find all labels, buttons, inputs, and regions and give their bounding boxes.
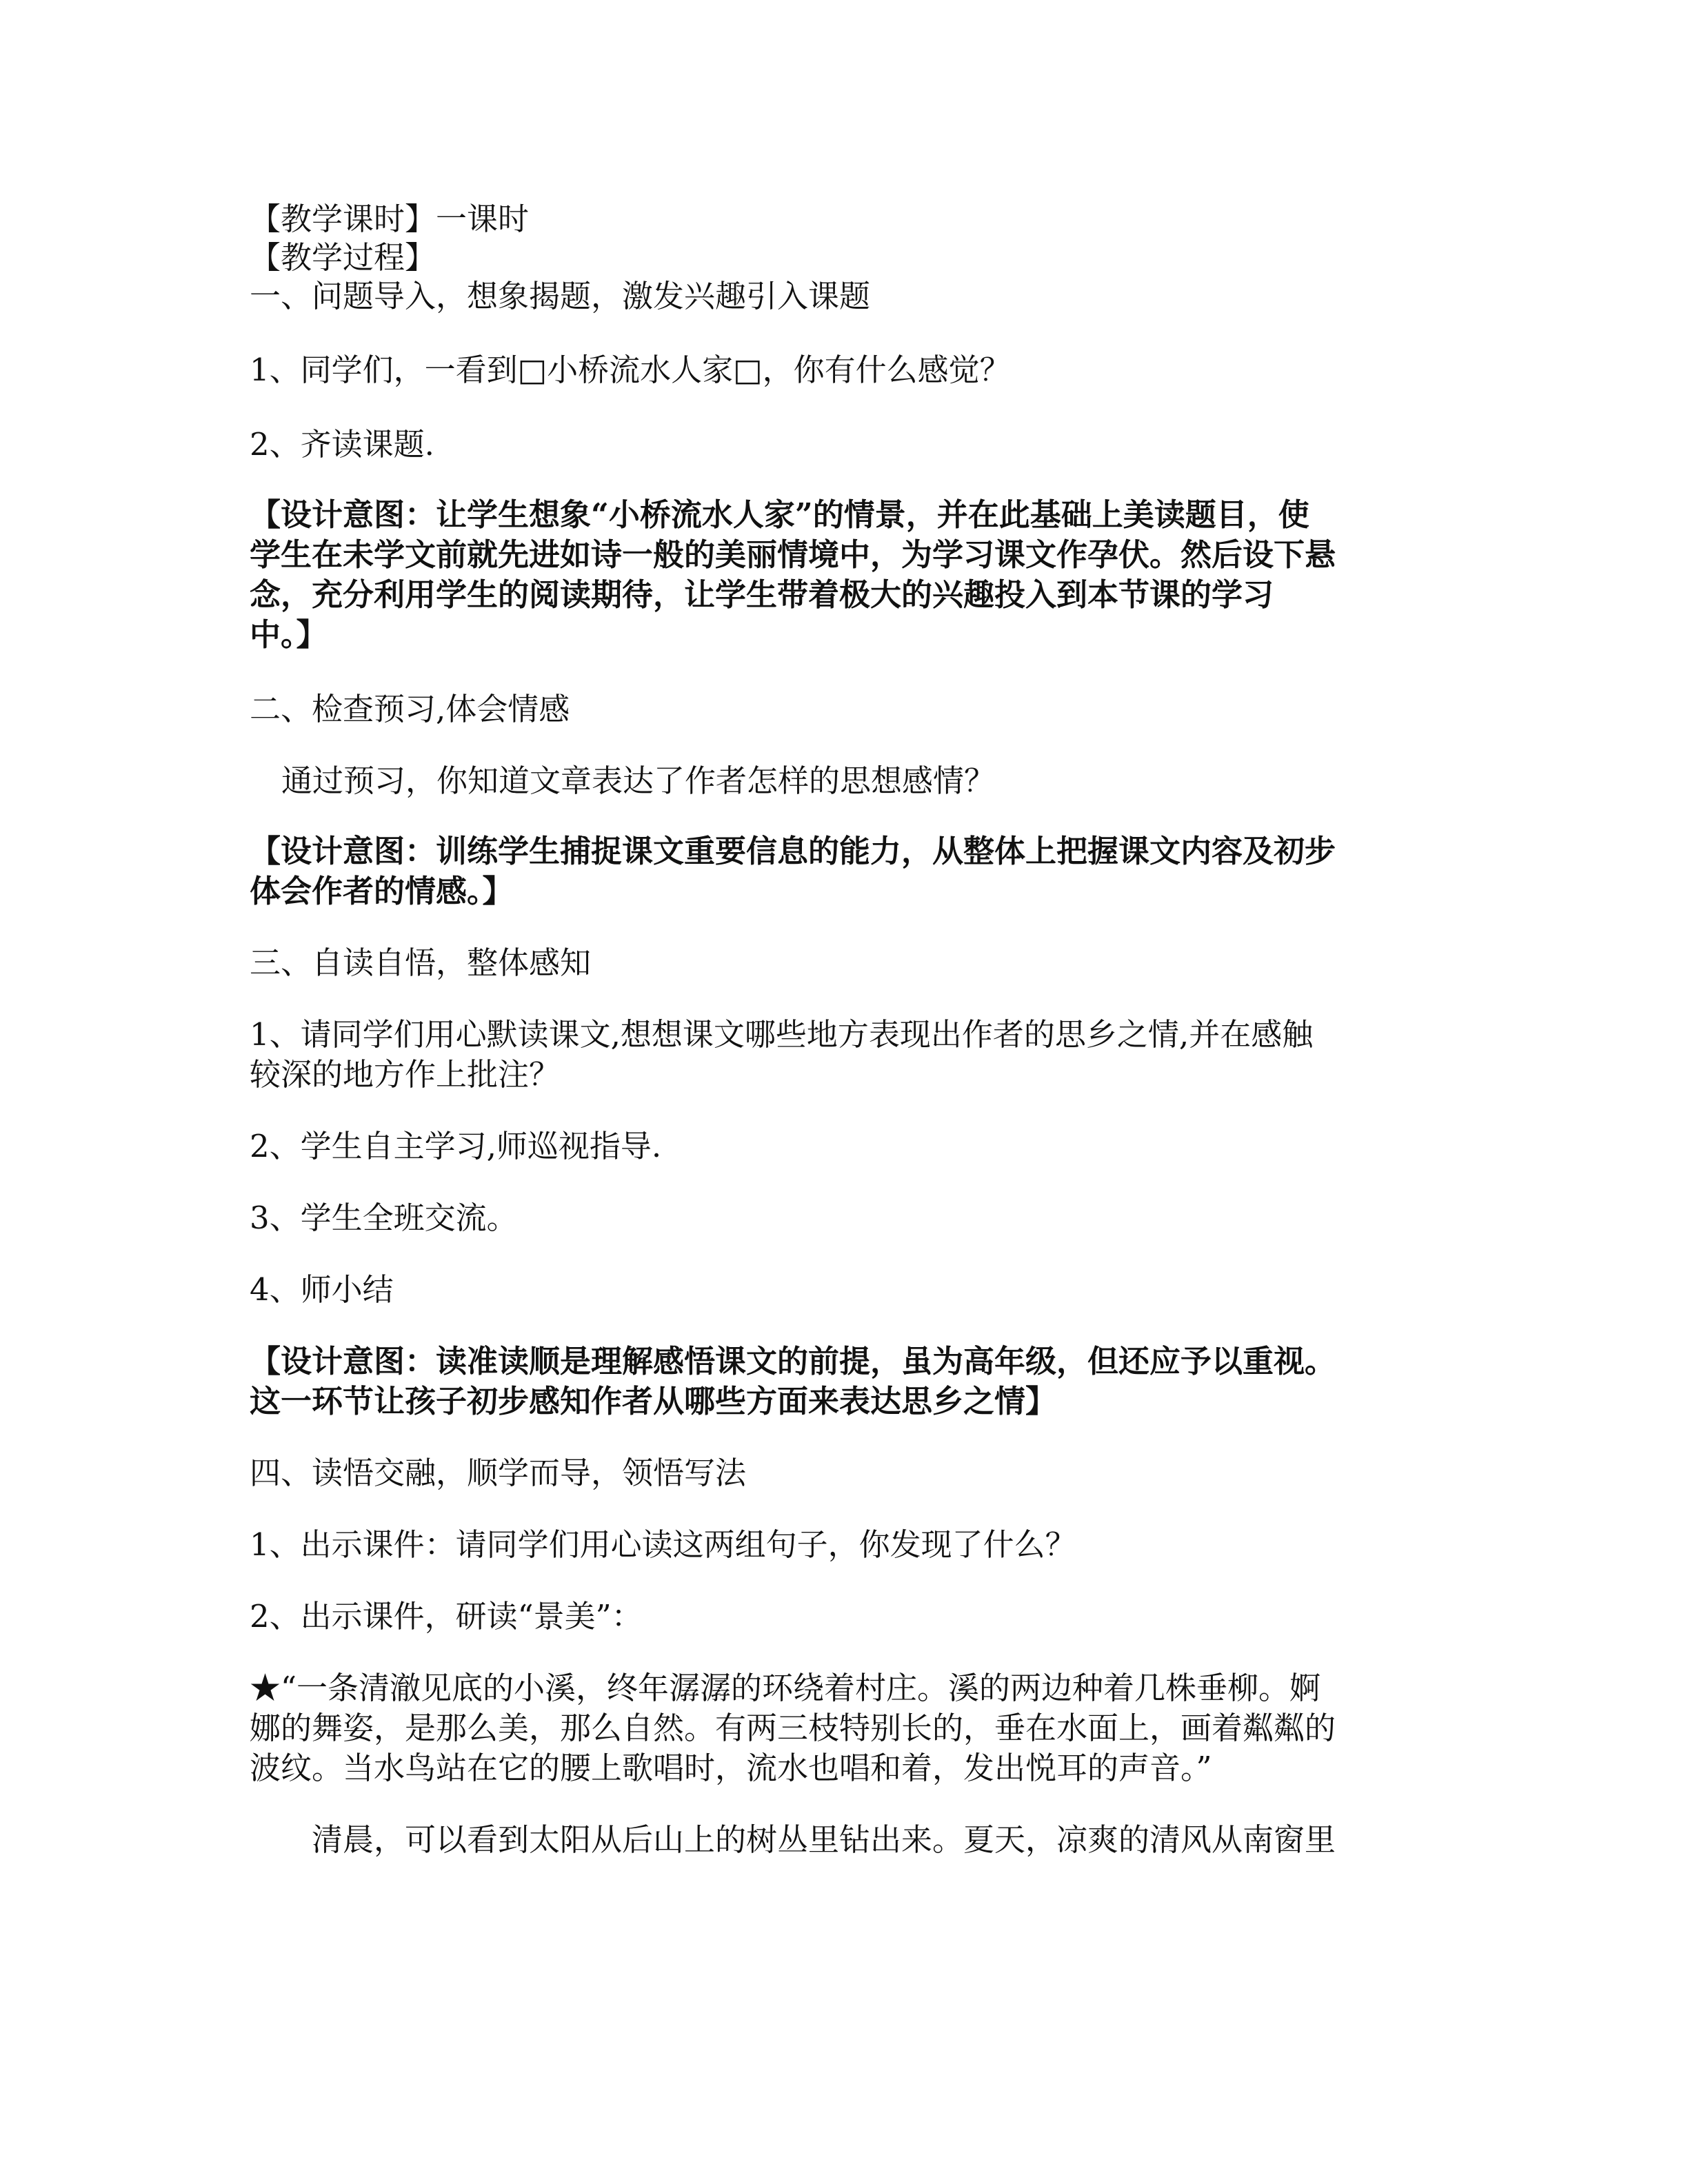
design-intent-1-line: 中。】 (250, 616, 328, 653)
section-2-heading: 二、检查预习,体会情感 (250, 691, 570, 727)
paragraph-4-line: 较深的地方作上批注？ (250, 1056, 561, 1093)
quote-block (250, 1668, 1422, 1788)
quote-line: 娜的舞姿，是那么美，那么自然。有两三枝特别长的，垂在水面上，画着粼粼的 (250, 1710, 1336, 1746)
design-intent-2-line: 体会作者的情感。】 (250, 873, 514, 909)
design-intent-2-line: 【设计意图：训练学生捕捉课文重要信息的能力，从整体上把握课文内容及初步 (250, 833, 1336, 869)
section-4-heading: 四、读悟交融，顺学而导，领悟写法 (250, 1455, 747, 1491)
lesson-time-line: 【教学课时】一课时 (250, 201, 530, 237)
design-intent-1-line: 念，充分利用学生的阅读期待，让学生带着极大的兴趣投入到本节课的学习 (250, 576, 1274, 613)
design-intent-2 (250, 831, 1422, 911)
design-intent-1 (250, 495, 1422, 655)
design-intent-1-line: 学生在未学文前就先进如诗一般的美丽情境中，为学习课文作孕伏。然后设下悬 (250, 536, 1336, 573)
quote-line: 波纹。当水鸟站在它的腰上歌唱时，流水也唱和着，发出悦耳的声音。” (250, 1750, 1212, 1786)
paragraph-5: 2、学生自主学习,师巡视指导. (250, 1128, 662, 1164)
design-intent-3-line: 【设计意图：读准读顺是理解感悟课文的前提，虽为高年级，但还应予以重视。 (250, 1343, 1336, 1379)
quote-line: ★“一条清澈见底的小溪，终年潺潺的环绕着村庄。溪的两边种着几株垂柳。婀 (250, 1670, 1321, 1706)
section-1-heading: 一、问题导入，想象揭题，激发兴趣引入课题 (250, 278, 871, 314)
paragraph-7: 4、师小结 (250, 1271, 394, 1308)
design-intent-1-line: 【设计意图：让学生想象“小桥流水人家”的情景，并在此基础上美读题目，使 (250, 496, 1309, 533)
paragraph-9: 2、出示课件，研读“景美”： (250, 1598, 643, 1635)
design-intent-3-line: 这一环节让孩子初步感知作者从哪些方面来表达思乡之情】 (250, 1383, 1057, 1419)
paragraph-3: 通过预习，你知道文章表达了作者怎样的思想感情？ (281, 762, 996, 799)
paragraph-4 (250, 1015, 1422, 1095)
design-intent-3 (250, 1342, 1422, 1422)
section-3-heading: 三、自读自悟，整体感知 (250, 944, 592, 981)
paragraph-8: 1、出示课件：请同学们用心读这两组句子，你发现了什么？ (250, 1526, 1076, 1563)
teaching-process-heading: 【教学过程】 (250, 239, 436, 276)
document-page (250, 200, 1422, 1860)
paragraph-2: 2、齐读课题. (250, 426, 434, 463)
paragraph-6: 3、学生全班交流。 (250, 1200, 518, 1236)
paragraph-4-line: 1、请同学们用心默读课文,想想课文哪些地方表现出作者的思乡之情,并在感触 (250, 1016, 1314, 1053)
paragraph-10: 清晨，可以看到太阳从后山上的树丛里钻出来。夏天，凉爽的清风从南窗里 (312, 1821, 1336, 1858)
paragraph-1: 1、同学们，一看到□小桥流水人家□，你有什么感觉？ (250, 352, 1011, 388)
